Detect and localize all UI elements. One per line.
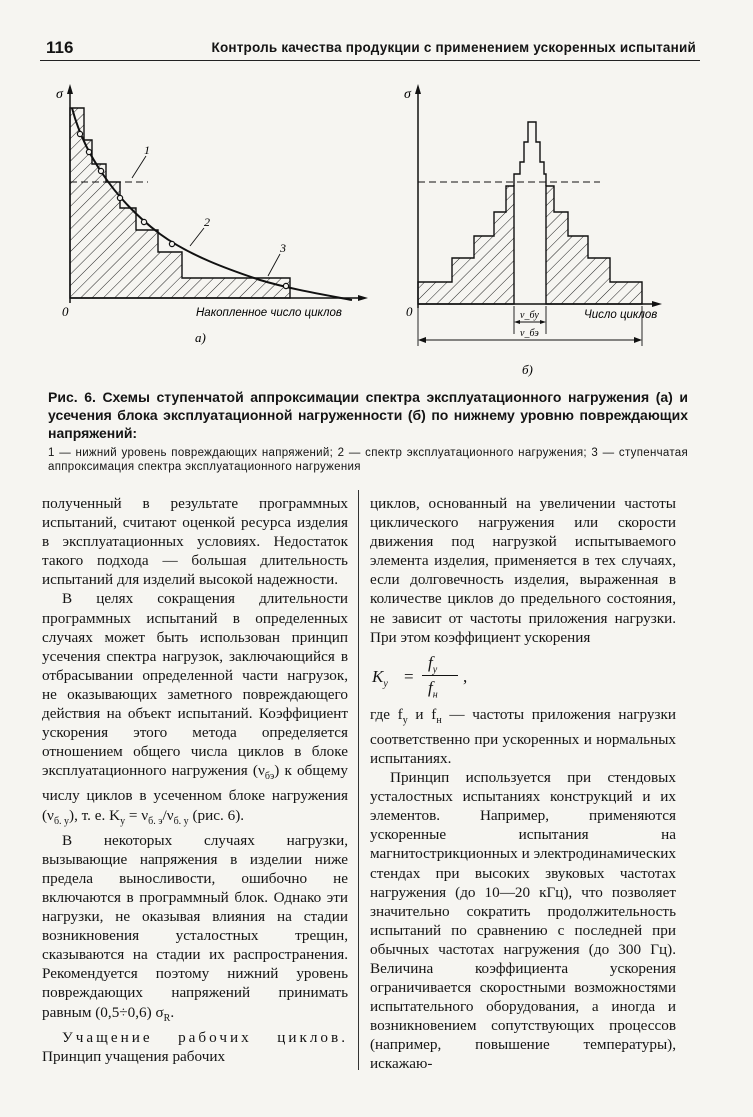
dim-label-vbe: ν_бэ — [520, 328, 539, 339]
paragraph-2: В целях сокращения длительности программных испытаний в определенных случаях может быть использован принцип усечения спектра нагрузок, заключающийся в отбрасывании определенной части нагрузок, не оказывающих заметного повреждающего действия на объект испытаний. Коэффициент ускорения этого метода определяется отношением общего числа циклов в блоке эксплуатационного нагружения $(\nu_{бэ})$ к общему числу циклов в усеченном блоке нагружения $(\nu_{б. у})$, т. е. $K_у = \nu_{б. э}/\nu_{б. у}$ (рис. 6). — [42, 590, 348, 827]
acceleration-formula: $K_у$ = $f_у$ $f_н$ , — [372, 652, 468, 701]
figure-caption: Рис. 6. Схемы ступенчатой аппроксимации спектра эксплуатационного нагружения (а) и усечения блока эксплуатационной нагруженности (б) по нижнему уровню повреждающих напряжений: — [48, 389, 688, 441]
x-axis-label-a: Накопленное число циклов — [196, 307, 342, 319]
y-axis-arrow — [67, 84, 73, 94]
paragraph-4: Учащение рабочих циклов. Принцип учащения рабочих — [42, 1028, 348, 1065]
peak-outline — [514, 122, 546, 186]
panel-label-b: б) — [522, 362, 533, 377]
paragraph-3: В некоторых случаях нагрузки, вызывающие напряжения в изделии ниже предела выносливости, ошибочно не включаются в программный блок. Однако эти нагрузки, не оказывая влияния на стадии возникновения усталостных трещин, сказываются на стадии их распространения. Рекомендуется поэтому нижний уровень повреждающих напряжений принимать равным (0,5÷0,6) $\sigma_R$. — [42, 831, 348, 1024]
dim-label-vby: ν_бу — [520, 310, 539, 321]
callout-2: 2 — [204, 215, 210, 229]
paragraph-6: где $f_у$ и $f_н$ — частоты приложения нагрузки соответственно при ускоренных и нормальных испытаниях. — [370, 705, 677, 767]
diagram-a — [56, 84, 368, 345]
running-title: Контроль качества продукции с применением ускоренных испытаний — [211, 40, 696, 55]
panel-label-a: а) — [195, 330, 206, 345]
left-column — [42, 494, 348, 1066]
right-column — [370, 494, 676, 1074]
column-divider — [358, 490, 359, 1070]
diagram-b — [404, 84, 662, 377]
origin-label-b: 0 — [406, 304, 413, 319]
paragraph-5: циклов, основанный на увеличении частоты циклического нагружения или скорости движения под нагрузкой испытываемого элемента изделия, применяется в тех случаях, если долговечность изделия, выраженная в количестве циклов до предельного состояния, не зависит от частоты приложения нагрузки. При этом коэффициент ускорения — [370, 495, 676, 646]
y-axis-label-a: σ — [56, 87, 63, 102]
step-approximation-area — [70, 108, 290, 298]
truncated-area-left — [418, 186, 514, 304]
page-number: 116 — [46, 38, 74, 57]
callout-3: 3 — [280, 241, 286, 255]
figure-legend: 1 — нижний уровень повреждающих напряжений; 2 — спектр эксплуатационного нагружения; 3 — ступенчатая аппроксимация спектра эксплуатационного нагружения — [48, 447, 688, 473]
x-axis-label-b: Число циклов — [584, 309, 658, 321]
origin-label-a: 0 — [62, 304, 69, 319]
figure-6 — [40, 78, 700, 378]
discarded-peak — [514, 122, 538, 304]
truncated-area-right — [546, 186, 642, 304]
paragraph-1: полученный в результате программных испытаний, считают оценкой ресурса изделия в эксплуатационных условиях. Недостаток такого подхода — большая длительность испытаний для изделий высокой надежности. — [42, 495, 348, 589]
paragraph-7: Принцип используется при стендовых усталостных испытаниях конструкций и их элементов. Например, применяются ускоренные испытания на магнитострикционных и электродинамических стендах при высоких звуковых частотах нагружения (до 10—20 кГц), что позволяет значительно сократить продолжительность испытаний по сравнению с последней при обычных частотах нагружения (до 300 Гц). Величина коэффициента ускорения ограничивается скоростными возможностями испытательного оборудования, а иногда и возникновением сопутствующих процессов (например, повышение температуры), искажаю- — [370, 769, 676, 1073]
section-heading-inline: Учащение рабочих циклов. — [62, 1028, 348, 1046]
y-axis-label-b: σ — [404, 87, 411, 102]
page-header — [40, 38, 700, 61]
callout-1: 1 — [144, 143, 150, 157]
x-axis-arrow — [358, 295, 368, 301]
